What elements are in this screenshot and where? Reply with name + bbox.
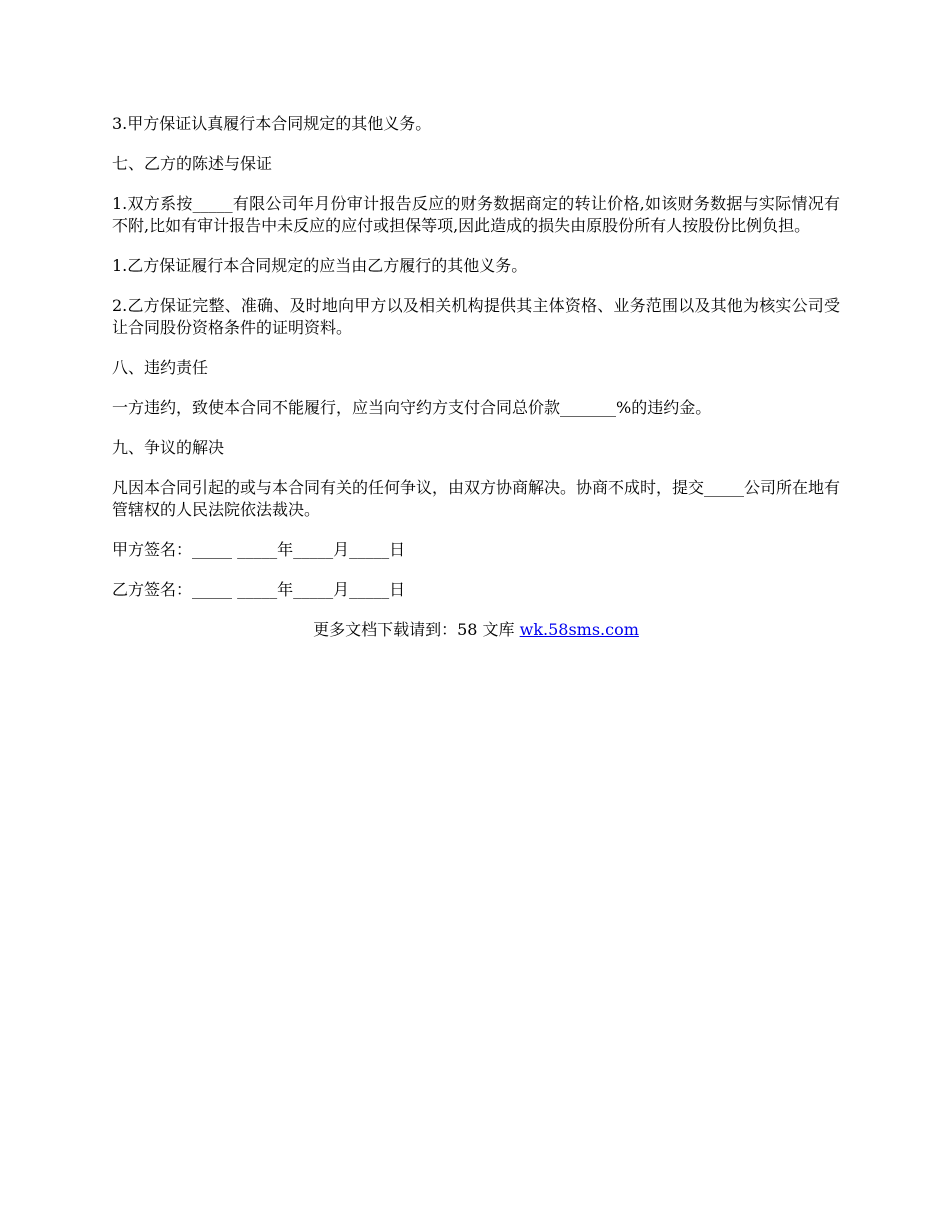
clause-dispute-resolution: 凡因本合同引起的或与本合同有关的任何争议，由双方协商解决。协商不成时，提交_____公司所在地有管辖权的人民法院依法裁决。 [112,478,841,519]
clause-yi-documents: 2.乙方保证完整、准确、及时地向甲方以及相关机构提供其主体资格、业务范围以及其他为核实公司受让合同股份资格条件的证明资料。 [112,296,840,337]
section-heading-7: 七、乙方的陈述与保证 [112,154,273,173]
signature-line-yi: 乙方签名：_____ _____年_____月_____日 [112,580,406,599]
footer-link[interactable]: wk.58sms.com [519,620,639,639]
footer-download-note [112,619,840,641]
document-page [112,113,840,659]
footer-prefix: 更多文档下载请到：58 文库 [313,620,520,639]
section-heading-9: 九、争议的解决 [112,438,225,457]
signature-line-jia: 甲方签名：_____ _____年_____月_____日 [112,540,406,559]
clause-jia-other-obligations: 3.甲方保证认真履行本合同规定的其他义务。 [112,114,432,133]
clause-breach-penalty: 一方违约，致使本合同不能履行，应当向守约方支付合同总价款_______%的违约金。 [112,398,712,417]
clause-price-basis: 1.双方系按_____有限公司年月份审计报告反应的财务数据商定的转让价格,如该财务数据与实际情况有不附,比如有审计报告中未反应的应付或担保等项,因此造成的损失由原股份所有人按股份比例负担。 [112,194,840,235]
clause-yi-other-obligations: 1.乙方保证履行本合同规定的应当由乙方履行的其他义务。 [112,256,528,275]
section-heading-8: 八、违约责任 [112,358,209,377]
